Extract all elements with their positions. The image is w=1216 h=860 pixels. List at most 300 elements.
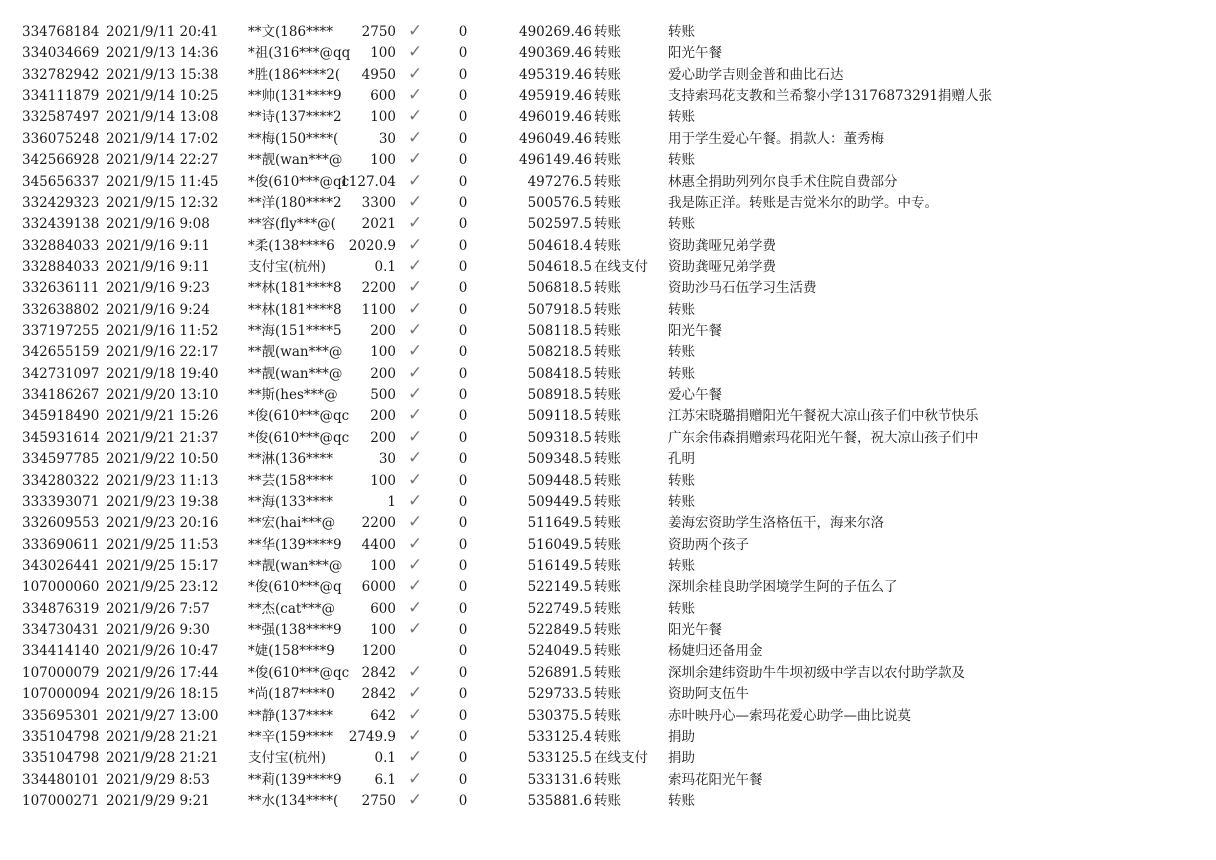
memo-text: 爱心午餐 [668,387,722,404]
amount: 100 [370,45,396,62]
debit-zero: 0 [458,45,468,62]
amount: 1100 [361,301,396,318]
amount: 200 [370,323,396,340]
donor-name: *俊(610***@q [248,579,342,596]
transaction-datetime: 2021/9/28 21:21 [106,728,219,745]
transaction-datetime: 2021/9/27 13:00 [106,707,219,724]
transaction-type: 转账 [594,472,621,489]
amount: 2749.9 [348,728,396,745]
transaction-type: 转账 [594,365,621,382]
transaction-datetime: 2021/9/15 11:45 [106,173,219,190]
transaction-id: 107000094 [22,686,100,703]
debit-zero: 0 [458,643,468,660]
transaction-datetime: 2021/9/23 20:16 [106,515,219,532]
check-mark: ✓ [408,85,423,106]
check-mark: ✓ [408,149,423,170]
table-row [0,342,1216,362]
donor-name: **芸(158**** [248,472,334,489]
transaction-type: 转账 [594,451,621,468]
table-row [0,43,1216,63]
donor-name: **靓(wan***@ [248,558,343,574]
amount: 4400 [361,536,396,553]
check-mark: ✓ [408,213,423,234]
table-row [0,86,1216,106]
transaction-type: 转账 [594,109,621,126]
transaction-datetime: 2021/9/26 17:44 [106,664,219,681]
amount: 2750 [361,24,396,40]
amount: 2200 [361,280,396,297]
check-mark: ✓ [408,170,423,191]
memo-text: 杨婕归还备用金 [668,643,763,660]
table-row [0,684,1216,704]
memo-text: 转账 [668,109,695,126]
check-mark: ✓ [408,362,423,383]
running-balance: 533125.5 [527,750,592,767]
running-balance: 495319.46 [518,66,592,83]
transaction-datetime: 2021/9/14 17:02 [106,130,219,147]
transaction-datetime: 2021/9/18 19:40 [106,365,219,382]
check-mark: ✓ [408,320,423,341]
running-balance: 509348.5 [527,451,592,468]
debit-zero: 0 [458,88,468,105]
debit-zero: 0 [458,66,468,83]
transaction-id: 334034669 [22,45,100,62]
running-balance: 516149.5 [527,558,592,574]
transaction-datetime: 2021/9/21 15:26 [106,408,219,425]
check-mark: ✓ [408,298,423,319]
donor-name: **海(133**** [248,493,334,510]
transaction-id: 334111879 [22,88,100,105]
transaction-datetime: 2021/9/16 9:11 [106,237,210,254]
donor-name: **华(139****9 [248,536,342,553]
memo-text: 阳光午餐 [668,45,722,62]
table-row [0,577,1216,597]
running-balance: 522749.5 [527,600,592,617]
memo-text: 转账 [668,558,695,574]
amount: 1127.04 [340,173,396,190]
transaction-datetime: 2021/9/20 13:10 [106,387,219,404]
check-mark: ✓ [408,747,423,768]
running-balance: 522849.5 [527,622,592,639]
amount: 600 [370,600,396,617]
memo-text: 阳光午餐 [668,622,722,639]
transaction-id: 342655159 [22,344,100,361]
check-mark: ✓ [408,405,423,426]
transaction-id: 342566928 [22,152,100,169]
donor-name: **斯(hes***@ [248,387,338,404]
running-balance: 508418.5 [527,365,592,382]
donor-name: *祖(316***@qq [248,45,351,62]
debit-zero: 0 [458,365,468,382]
memo-text: 江苏宋晓璐捐赠阳光午餐祝大凉山孩子们中秋节快乐 [668,408,979,425]
debit-zero: 0 [458,323,468,340]
table-row [0,492,1216,512]
transaction-datetime: 2021/9/16 11:52 [106,323,219,340]
transaction-type: 转账 [594,88,621,105]
table-row [0,150,1216,170]
memo-text: 转账 [668,493,695,510]
donor-name: 支付宝(杭州) [248,750,327,767]
transaction-type: 在线支付 [594,258,648,275]
amount: 0.1 [374,750,396,767]
table-row [0,428,1216,448]
transaction-type: 转账 [594,237,621,254]
transaction-type: 转账 [594,579,621,596]
amount: 200 [370,408,396,425]
amount: 3300 [361,194,396,211]
memo-text: 资助阿支伍牛 [668,686,749,703]
check-mark: ✓ [408,533,423,554]
running-balance: 497276.5 [527,173,592,190]
transaction-id: 335104798 [22,728,100,745]
check-mark: ✓ [408,21,423,41]
debit-zero: 0 [458,109,468,126]
donor-name: **靓(wan***@ [248,152,343,169]
amount: 1200 [361,643,396,660]
transaction-type: 转账 [594,130,621,147]
debit-zero: 0 [458,280,468,297]
check-mark: ✓ [408,576,423,597]
transaction-datetime: 2021/9/23 11:13 [106,472,219,489]
running-balance: 530375.5 [527,707,592,724]
table-row [0,129,1216,149]
donor-name: **梅(150****( [248,130,339,147]
memo-text: 广东余伟森捐赠索玛花阳光午餐，祝大凉山孩子们中 [668,429,979,446]
check-mark: ✓ [408,341,423,362]
memo-text: 转账 [668,344,695,361]
running-balance: 496149.46 [518,152,592,169]
running-balance: 509448.5 [527,472,592,489]
transaction-id: 336075248 [22,130,100,147]
memo-text: 用于学生爱心午餐。捐款人：董秀梅 [668,130,884,147]
debit-zero: 0 [458,600,468,617]
running-balance: 490369.46 [518,45,592,62]
running-balance: 502597.5 [527,216,592,233]
check-mark: ✓ [408,704,423,725]
transaction-datetime: 2021/9/16 9:08 [106,216,210,233]
donor-name: **林(181****8 [248,301,342,318]
table-row [0,214,1216,234]
running-balance: 504618.4 [527,237,592,254]
amount: 100 [370,558,396,574]
debit-zero: 0 [458,472,468,489]
running-balance: 509449.5 [527,493,592,510]
transaction-type: 转账 [594,771,621,788]
running-balance: 533125.4 [527,728,592,745]
debit-zero: 0 [458,686,468,703]
donor-name: **诗(137****2 [248,109,342,126]
transaction-datetime: 2021/9/13 14:36 [106,45,219,62]
transaction-datetime: 2021/9/21 21:37 [106,429,219,446]
running-balance: 509118.5 [527,408,592,425]
table-row [0,257,1216,277]
donor-name: **强(138****9 [248,622,342,639]
running-balance: 516049.5 [527,536,592,553]
transaction-type: 转账 [594,323,621,340]
transaction-type: 转账 [594,66,621,83]
amount: 500 [370,387,396,404]
donor-name: **水(134****( [248,792,339,809]
donor-name: **辛(159**** [248,728,334,745]
check-mark: ✓ [408,384,423,405]
amount: 2842 [361,664,396,681]
memo-text: 深圳余建纬资助牛牛坝初级中学吉以农付助学款及 [668,664,965,681]
running-balance: 529733.5 [527,686,592,703]
check-mark: ✓ [408,512,423,533]
transaction-id: 345918490 [22,408,100,425]
debit-zero: 0 [458,301,468,318]
table-row [0,385,1216,405]
donor-name: **莉(139****9 [248,771,342,788]
memo-text: 转账 [668,301,695,318]
donor-name: **海(151****5 [248,323,342,340]
check-mark: ✓ [408,127,423,148]
table-row [0,300,1216,320]
transaction-datetime: 2021/9/28 21:21 [106,750,219,767]
amount: 100 [370,152,396,169]
transaction-type: 转账 [594,152,621,169]
transaction-id: 334876319 [22,600,100,617]
transaction-id: 334597785 [22,451,100,468]
transaction-type: 转账 [594,515,621,532]
debit-zero: 0 [458,664,468,681]
check-mark: ✓ [408,448,423,469]
check-mark: ✓ [408,661,423,682]
transaction-id: 337197255 [22,323,100,340]
memo-text: 深圳余桂良助学困境学生阿的子伍么了 [668,579,898,596]
table-row [0,706,1216,726]
check-mark: ✓ [408,42,423,63]
check-mark: ✓ [408,597,423,618]
donor-name: **帅(131****9 [248,88,342,105]
transaction-id: 333690611 [22,536,100,553]
running-balance: 500576.5 [527,194,592,211]
running-balance: 496019.46 [518,109,592,126]
transaction-type: 转账 [594,536,621,553]
transaction-datetime: 2021/9/11 20:41 [106,24,219,40]
check-mark: ✓ [408,555,423,575]
amount: 0.1 [374,258,396,275]
debit-zero: 0 [458,387,468,404]
amount: 6.1 [374,771,396,788]
memo-text: 转账 [668,216,695,233]
amount: 100 [370,109,396,126]
amount: 2020.9 [348,237,396,254]
transaction-id: 334768184 [22,24,100,40]
running-balance: 522149.5 [527,579,592,596]
running-balance: 508218.5 [527,344,592,361]
check-mark: ✓ [408,725,423,746]
transaction-type: 转账 [594,792,621,809]
memo-text: 孔明 [668,451,695,468]
check-mark: ✓ [408,191,423,212]
donor-name: **杰(cat***@ [248,600,336,617]
check-mark: ✓ [408,789,423,810]
table-row [0,556,1216,576]
donor-name: **洋(180****2 [248,194,342,211]
transaction-id: 332609553 [22,515,100,532]
check-mark: ✓ [408,683,423,704]
transaction-id: 332439138 [22,216,100,233]
transaction-type: 转账 [594,301,621,318]
transaction-type: 转账 [594,600,621,617]
transaction-id: 332636111 [22,280,100,297]
donor-name: **文(186**** [248,24,334,40]
amount: 100 [370,344,396,361]
donor-name: *婕(158****9 [248,643,335,660]
transaction-id: 334280322 [22,472,100,489]
table-row [0,770,1216,790]
debit-zero: 0 [458,130,468,147]
memo-text: 我是陈正洋。转账是吉觉米尔的助学。中专。 [668,194,938,211]
memo-text: 捐助 [668,728,695,745]
transaction-datetime: 2021/9/25 11:53 [106,536,219,553]
transaction-type: 转账 [594,429,621,446]
running-balance: 508118.5 [527,323,592,340]
table-row [0,663,1216,683]
transaction-type: 转账 [594,280,621,297]
transaction-datetime: 2021/9/16 9:24 [106,301,210,318]
transaction-type: 转账 [594,194,621,211]
table-row [0,620,1216,640]
amount: 200 [370,429,396,446]
running-balance: 504618.5 [527,258,592,275]
transaction-datetime: 2021/9/25 23:12 [106,579,219,596]
running-balance: 526891.5 [527,664,592,681]
amount: 1 [387,493,396,510]
debit-zero: 0 [458,579,468,596]
transaction-id: 334730431 [22,622,100,639]
transaction-type: 在线支付 [594,750,648,767]
table-row [0,193,1216,213]
memo-text: 转账 [668,472,695,489]
transaction-type: 转账 [594,558,621,574]
debit-zero: 0 [458,258,468,275]
transaction-type: 转账 [594,728,621,745]
memo-text: 林惠全捐助列列尔良手术住院自费部分 [668,173,898,190]
check-mark: ✓ [408,106,423,127]
table-row [0,406,1216,426]
amount: 2750 [361,792,396,809]
transaction-id: 107000079 [22,664,100,681]
transaction-datetime: 2021/9/26 18:15 [106,686,219,703]
transaction-datetime: 2021/9/16 22:17 [106,344,219,361]
transaction-datetime: 2021/9/22 10:50 [106,451,219,468]
transaction-id: 334480101 [22,771,100,788]
check-mark: ✓ [408,490,423,511]
debit-zero: 0 [458,707,468,724]
transaction-datetime: 2021/9/26 10:47 [106,643,219,660]
transaction-type: 转账 [594,344,621,361]
running-balance: 533131.6 [527,771,592,788]
amount: 2200 [361,515,396,532]
donor-name: *胜(186****2( [248,66,341,83]
transaction-id: 345931614 [22,429,100,446]
amount: 642 [370,707,396,724]
amount: 200 [370,365,396,382]
amount: 2842 [361,686,396,703]
running-balance: 490269.46 [518,24,592,40]
running-balance: 524049.5 [527,643,592,660]
donor-name: **宏(hai***@ [248,515,336,532]
donor-name: *俊(610***@qc [248,173,350,190]
transaction-datetime: 2021/9/26 9:30 [106,622,210,639]
memo-text: 索玛花阳光午餐 [668,771,763,788]
running-balance: 509318.5 [527,429,592,446]
running-balance: 508918.5 [527,387,592,404]
donor-name: **静(137**** [248,707,334,724]
donor-name: *俊(610***@qc [248,429,350,446]
memo-text: 资助龚哑兄弟学费 [668,258,776,275]
check-mark: ✓ [408,255,423,276]
debit-zero: 0 [458,750,468,767]
amount: 600 [370,88,396,105]
transaction-type: 转账 [594,216,621,233]
debit-zero: 0 [458,515,468,532]
check-mark: ✓ [408,234,423,255]
transaction-datetime: 2021/9/25 15:17 [106,558,219,574]
check-mark: ✓ [408,426,423,447]
debit-zero: 0 [458,216,468,233]
table-row [0,791,1216,811]
debit-zero: 0 [458,771,468,788]
transaction-datetime: 2021/9/14 22:27 [106,152,219,169]
running-balance: 511649.5 [527,515,592,532]
transaction-type: 转账 [594,664,621,681]
transaction-id: 107000060 [22,579,100,596]
transaction-id: 335104798 [22,750,100,767]
check-mark: ✓ [408,277,423,298]
donor-name: **容(fly***@( [248,216,336,233]
transaction-id: 333393071 [22,493,100,510]
transaction-id: 335695301 [22,707,100,724]
memo-text: 阳光午餐 [668,323,722,340]
check-mark: ✓ [408,619,423,640]
transaction-type: 转账 [594,707,621,724]
donor-name: *柔(138****6 [248,237,335,254]
amount: 30 [378,451,396,468]
debit-zero: 0 [458,728,468,745]
memo-text: 捐助 [668,750,695,767]
check-mark: ✓ [408,63,423,84]
debit-zero: 0 [458,408,468,425]
transaction-type: 转账 [594,408,621,425]
memo-text: 资助龚哑兄弟学费 [668,237,776,254]
memo-text: 赤叶映丹心—索玛花爱心助学—曲比说莫 [668,707,911,724]
debit-zero: 0 [458,622,468,639]
table-row [0,65,1216,85]
transaction-datetime: 2021/9/23 19:38 [106,493,219,510]
donor-name: *俊(610***@qc [248,408,350,425]
running-balance: 506818.5 [527,280,592,297]
transaction-datetime: 2021/9/16 9:23 [106,280,210,297]
table-row [0,278,1216,298]
transaction-type: 转账 [594,643,621,660]
transaction-type: 转账 [594,622,621,639]
transaction-id: 332587497 [22,109,100,126]
donor-name: 支付宝(杭州) [248,258,327,275]
running-balance: 507918.5 [527,301,592,318]
transaction-id: 332638802 [22,301,100,318]
running-balance: 496049.46 [518,130,592,147]
transaction-type: 转账 [594,45,621,62]
transaction-type: 转账 [594,173,621,190]
table-row [0,364,1216,384]
memo-text: 转账 [668,365,695,382]
transaction-datetime: 2021/9/29 9:21 [106,792,210,809]
table-row [0,727,1216,747]
debit-zero: 0 [458,173,468,190]
